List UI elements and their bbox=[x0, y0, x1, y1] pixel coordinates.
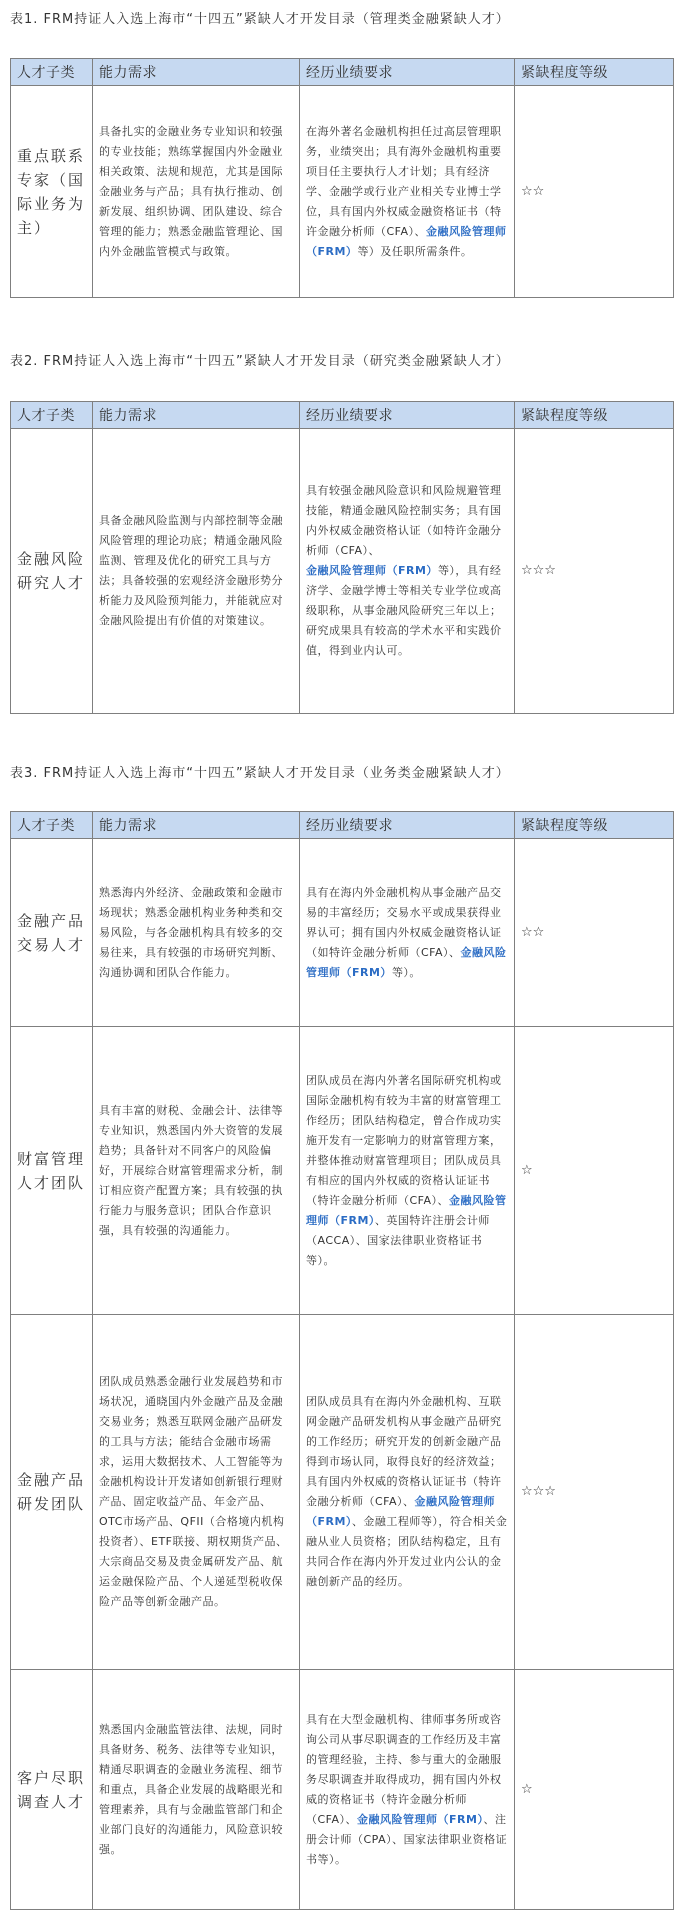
subcategory-cell: 金融风险研究人才 bbox=[11, 429, 93, 714]
subcategory-cell: 客户尽职调查人才 bbox=[11, 1670, 93, 1910]
col-header-urgency: 紧缺程度等级 bbox=[515, 812, 674, 839]
table-3-caption: 表3. FRM持证人入选上海市“十四五”紧缺人才开发目录（业务类金融紧缺人才） bbox=[10, 766, 510, 781]
urgency-stars: ☆ bbox=[515, 1670, 674, 1910]
table-row bbox=[11, 1670, 674, 1910]
ability-cell: 具有丰富的财税、金融会计、法律等专业知识，熟悉国内外大资管的发展趋势；具备针对不同客户的风险偏好，开展综合财富管理需求分析，制订相应资产配置方案；具有较强的执行能力与服务意识；团队合作意识强，具有较强的沟通能力。 bbox=[93, 1027, 300, 1315]
table-row bbox=[11, 1315, 674, 1670]
frm-highlight: 金融风险管理师（FRM） bbox=[306, 1193, 507, 1227]
frm-highlight: 金融风险管理师（FRM） bbox=[306, 224, 507, 258]
table-row bbox=[11, 429, 674, 714]
table-row bbox=[11, 1027, 674, 1315]
table-header-row bbox=[11, 59, 674, 86]
experience-cell bbox=[300, 429, 515, 714]
col-header-urgency: 紧缺程度等级 bbox=[515, 59, 674, 86]
table-2 bbox=[10, 401, 674, 714]
col-header-ability: 能力需求 bbox=[93, 812, 300, 839]
experience-text-end: 等），具有经济学、金融学博士等相关专业学位或高级职称，从事金融风险研究三年以上；研究成果具有较高的学术水平和实践价值，得到业内认可。 bbox=[306, 564, 502, 657]
experience-text-end: 等）及任职所需条件。 bbox=[357, 244, 473, 258]
ability-cell: 熟悉海内外经济、金融政策和金融市场现状；熟悉金融机构业务种类和交易风险，与各金融机构具有较多的交易往来，具有较强的市场研究判断、沟通协调和团队合作能力。 bbox=[93, 839, 300, 1027]
table-1 bbox=[10, 58, 674, 298]
urgency-stars: ☆☆☆ bbox=[515, 429, 674, 714]
experience-text: 团队成员具有在海内外金融机构、互联网金融产品研发机构从事金融产品研究的工作经历；研究开发的创新金融产品得到市场认同，取得良好的经济效益；具有国内外权威的资格认证证书（特许金融分析师（CFA）、 bbox=[306, 1395, 502, 1508]
subcategory-cell: 金融产品交易人才 bbox=[11, 839, 93, 1027]
col-header-subcategory: 人才子类 bbox=[11, 812, 93, 839]
subcategory-cell: 重点联系专家（国际业务为主） bbox=[11, 86, 93, 298]
experience-text-end: 、注册会计师（CPA）、国家法律职业资格证书等）。 bbox=[306, 1812, 508, 1866]
col-header-urgency: 紧缺程度等级 bbox=[515, 402, 674, 429]
experience-cell bbox=[300, 839, 515, 1027]
experience-text: 具有在海内外金融机构从事金融产品交易的丰富经历；交易水平或成果获得业界认可；拥有国内外权威金融资格认证（如特许金融分析师（CFA）、 bbox=[306, 885, 502, 959]
ability-cell: 具备金融风险监测与内部控制等金融风险管理的理论功底；精通金融风险监测、管理及优化的研究工具与方法；具备较强的宏观经济金融形势分析能力及风险预判能力，并能就应对金融风险提出有价值的对策建议。 bbox=[93, 429, 300, 714]
frm-highlight: 金融风险管理师（FRM） bbox=[306, 1495, 496, 1528]
frm-highlight: 金融风险管理师（FRM） bbox=[306, 945, 507, 979]
experience-cell bbox=[300, 1670, 515, 1910]
frm-highlight: 金融风险管理师（FRM） bbox=[357, 1812, 484, 1826]
experience-cell bbox=[300, 86, 515, 298]
ability-cell: 团队成员熟悉金融行业发展趋势和市场状况，通晓国内外金融产品及金融交易业务；熟悉互联网金融产品研发的工具与方法；能结合金融市场需求，运用大数据技术、人工智能等为金融机构设计开发诸如创新银行理财产品、固定收益产品、年金产品、OTC市场产品、QFII（合格境内机构投资者）、ETF联接、期权期货产品、大宗商品交易及贵金属研发产品、航运金融保险产品、个人递延型税收保险产品等创新金融产品。 bbox=[93, 1315, 300, 1670]
urgency-stars: ☆☆☆ bbox=[515, 1315, 674, 1670]
col-header-experience: 经历业绩要求 bbox=[300, 59, 515, 86]
ability-cell: 熟悉国内金融监管法律、法规，同时具备财务、税务、法律等专业知识，精通尽职调查的金融业务流程、细节和重点，具备企业发展的战略眼光和管理素养，具有与金融监管部门和企业部门良好的沟通能力，风险意识较强。 bbox=[93, 1670, 300, 1910]
table-3 bbox=[10, 811, 674, 1910]
table-header-row bbox=[11, 812, 674, 839]
experience-text-end: 、金融工程师等），符合相关金融从业人员资格；团队结构稳定，且有共同合作在海内外开发过业内公认的金融创新产品的经历。 bbox=[306, 1515, 508, 1588]
table-row bbox=[11, 86, 674, 298]
col-header-experience: 经历业绩要求 bbox=[300, 402, 515, 429]
table-row bbox=[11, 839, 674, 1027]
urgency-stars: ☆ bbox=[515, 1027, 674, 1315]
urgency-stars: ☆☆ bbox=[515, 86, 674, 298]
urgency-stars: ☆☆ bbox=[515, 839, 674, 1027]
col-header-subcategory: 人才子类 bbox=[11, 402, 93, 429]
experience-text: 团队成员在海内外著名国际研究机构或国际金融机构有较为丰富的财富管理工作经历；团队结构稳定，曾合作成功实施开发有一定影响力的财富管理方案，并整体推动财富管理项目；团队成员具有相应的国内外权威的资格认证证书（特许金融分析师（CFA）、 bbox=[306, 1073, 502, 1207]
subcategory-cell: 财富管理人才团队 bbox=[11, 1027, 93, 1315]
col-header-ability: 能力需求 bbox=[93, 402, 300, 429]
table-header-row bbox=[11, 402, 674, 429]
frm-highlight: 金融风险管理师（FRM） bbox=[306, 564, 438, 577]
ability-cell: 具备扎实的金融业务专业知识和较强的专业技能；熟练掌握国内外金融业相关政策、法规和规范，尤其是国际金融业务与产品；具有执行推动、创新发展、组织协调、团队建设、综合管理的能力；熟悉金融监管理论、国内外金融监管模式与政策。 bbox=[93, 86, 300, 298]
table-1-caption: 表1. FRM持证人入选上海市“十四五”紧缺人才开发目录（管理类金融紧缺人才） bbox=[10, 12, 510, 27]
subcategory-cell: 金融产品研发团队 bbox=[11, 1315, 93, 1670]
experience-text: 具有较强金融风险意识和风险规避管理技能，精通金融风险控制实务；具有国内外权威金融资格认证（如特许金融分析师（CFA）、 bbox=[306, 484, 502, 557]
experience-text: 在海外著名金融机构担任过高层管理职务，业绩突出；具有海外金融机构重要项目任主要执行人才计划；具有经济学、金融学或行业产业相关专业博士学位，具有国内外权威金融资格证书（特许金融分析师（CFA）、 bbox=[306, 124, 502, 238]
col-header-subcategory: 人才子类 bbox=[11, 59, 93, 86]
experience-text-end: 等）。 bbox=[391, 965, 421, 979]
experience-cell bbox=[300, 1315, 515, 1670]
col-header-experience: 经历业绩要求 bbox=[300, 812, 515, 839]
experience-text: 具有在大型金融机构、律师事务所或咨询公司从事尽职调查的工作经历及丰富的管理经验，主持、参与重大的金融服务尽职调查并取得成功，拥有国内外权威的资格证书（特许金融分析师（CFA）、 bbox=[306, 1712, 502, 1826]
table-2-caption: 表2. FRM持证人入选上海市“十四五”紧缺人才开发目录（研究类金融紧缺人才） bbox=[10, 354, 510, 369]
experience-text-end: 、英国特许注册会计师（ACCA）、国家法律职业资格证书等）。 bbox=[306, 1213, 490, 1267]
col-header-ability: 能力需求 bbox=[93, 59, 300, 86]
experience-cell bbox=[300, 1027, 515, 1315]
